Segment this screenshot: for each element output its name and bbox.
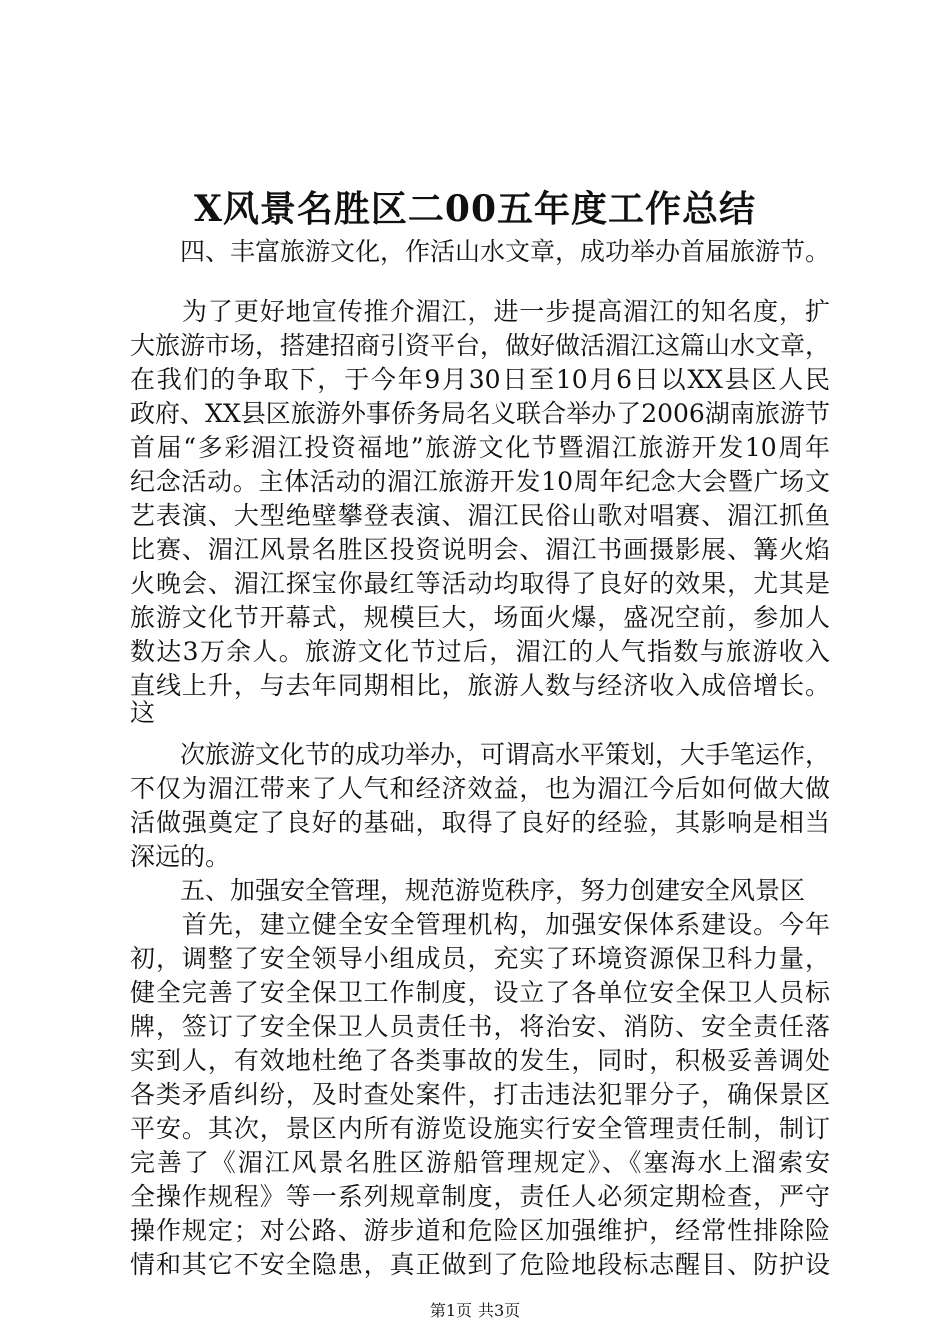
body-line: 完善了《湄江风景名胜区游船管理规定》、《塞海水上溜索安 [130, 1148, 830, 1177]
body-line: 活做强奠定了良好的基础，取得了良好的经验，其影响是相当 [130, 808, 830, 837]
page-total: 共3页 [478, 1301, 521, 1320]
body-line: 这 [130, 698, 156, 727]
body-line: 纪念活动。主体活动的湄江旅游开发10周年纪念大会暨广场文 [130, 467, 830, 496]
body-line: 健全完善了安全保卫工作制度，设立了各单位安全保卫人员标 [130, 978, 830, 1007]
body-line: 数达3万余人。旅游文化节过后，湄江的人气指数与旅游收入 [130, 637, 830, 666]
section-heading: 五、加强安全管理，规范游览秩序，努力创建安全风景区 [130, 876, 806, 905]
body-line: 操作规定；对公路、游步道和危险区加强维护，经常性排除险 [130, 1216, 830, 1245]
body-line: 各类矛盾纠纷，及时查处案件，打击违法犯罪分子，确保景区 [130, 1080, 830, 1109]
page-footer [0, 1300, 950, 1322]
body-line: 首先，建立健全安全管理机构，加强安保体系建设。今年 [130, 910, 830, 939]
body-line: 艺表演、大型绝壁攀登表演、湄江民俗山歌对唱赛、湄江抓鱼 [130, 501, 830, 530]
body-line: 在我们的争取下，于今年9月30日至10月6日以XX县区人民 [130, 365, 830, 394]
body-line: 为了更好地宣传推介湄江，进一步提高湄江的知名度，扩 [130, 297, 830, 326]
body-line: 平安。其次，景区内所有游览设施实行安全管理责任制，制订 [130, 1114, 830, 1143]
body-line: 全操作规程》等一系列规章制度，责任人必须定期检查，严守 [130, 1182, 830, 1211]
body-line: 牌，签订了安全保卫人员责任书，将治安、消防、安全责任落 [130, 1012, 830, 1041]
body-line: 首届“多彩湄江投资福地”旅游文化节暨湄江旅游开发10周年 [130, 433, 830, 462]
body-line: 政府、XX县区旅游外事侨务局名义联合举办了2006湖南旅游节 [130, 399, 830, 428]
body-line: 次旅游文化节的成功举办，可谓高水平策划，大手笔运作， [130, 740, 831, 769]
page-number: 第1页 [429, 1301, 472, 1320]
body-line: 深远的。 [130, 842, 231, 871]
body-line: 初，调整了安全领导小组成员，充实了环境资源保卫科力量， [130, 944, 830, 973]
body-line: 大旅游市场，搭建招商引资平台，做好做活湄江这篇山水文章， [130, 331, 831, 360]
document-title: X风景名胜区二00五年度工作总结 [193, 188, 757, 230]
body-line: 情和其它不安全隐患，真正做到了危险地段标志醒目、防护设 [130, 1250, 830, 1279]
body-line: 不仅为湄江带来了人气和经济效益，也为湄江今后如何做大做 [130, 774, 830, 803]
body-line: 比赛、湄江风景名胜区投资说明会、湄江书画摄影展、篝火焰 [130, 535, 830, 564]
section-heading: 四、丰富旅游文化，作活山水文章，成功举办首届旅游节。 [130, 237, 831, 266]
body-line: 旅游文化节开幕式，规模巨大，场面火爆，盛况空前，参加人 [130, 603, 830, 632]
body-line: 火晚会、湄江探宝你最红等活动均取得了良好的效果，尤其是 [130, 569, 830, 598]
body-line: 实到人，有效地杜绝了各类事故的发生，同时，积极妥善调处 [130, 1046, 830, 1075]
body-line: 直线上升，与去年同期相比，旅游人数与经济收入成倍增长。 [130, 671, 830, 700]
